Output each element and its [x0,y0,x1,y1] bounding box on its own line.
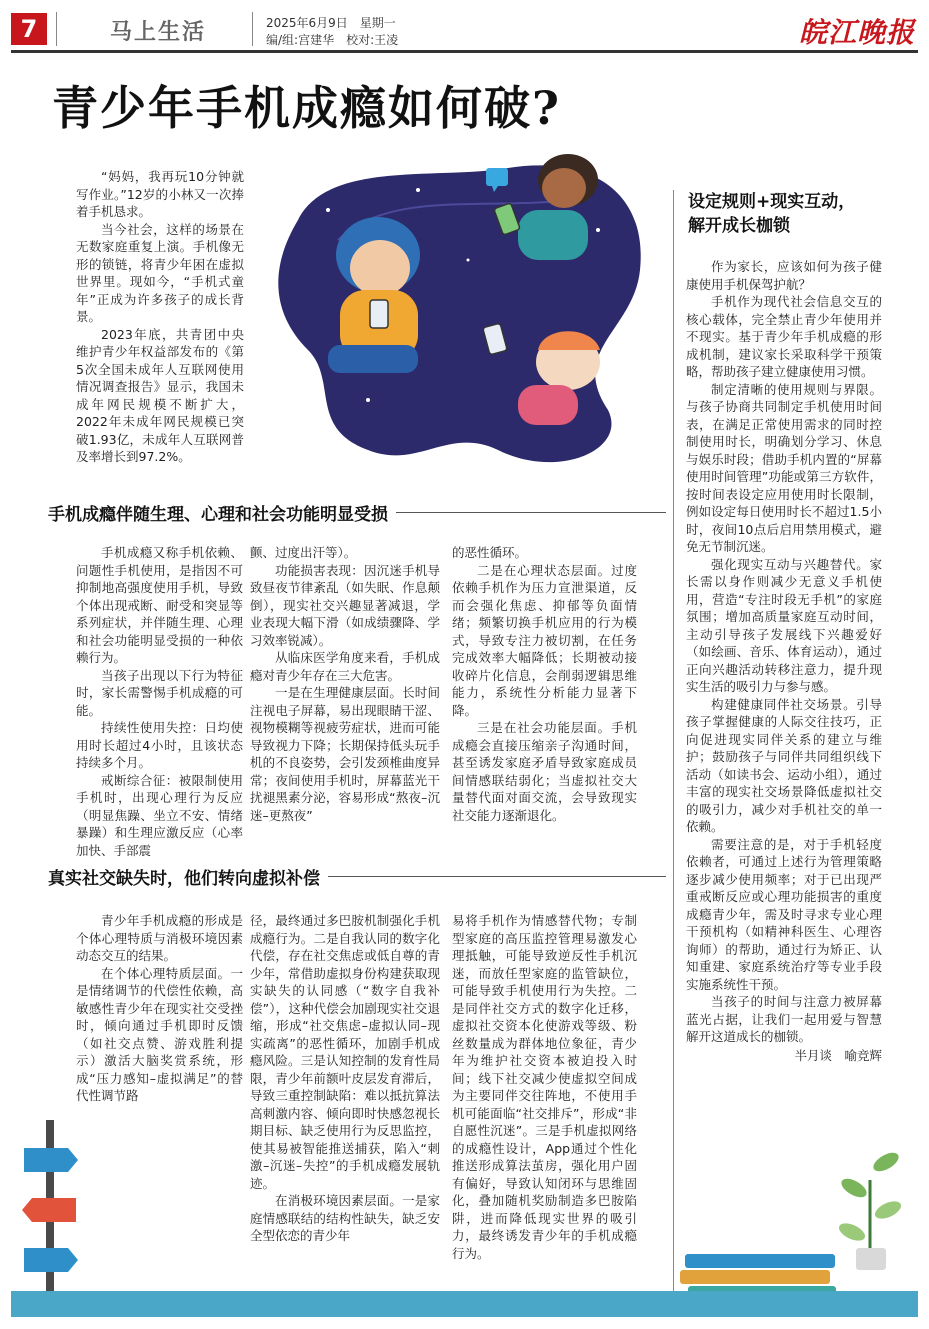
paragraph: 戒断综合征：被限制使用手机时，出现心理行为反应（明显焦躁、坐立不安、情绪暴躁）和生理应激反应（心率加快、手部震 [76,772,243,858]
paragraph: 制定清晰的使用规则与界限。与孩子协商共同制定手机使用时间表，在满足正常使用需求的同时控制使用时长，明确划分学习、休息与娱乐时段；借助手机内置的“屏幕使用时间管理”功能或第三方软件，按时间表设定应用使用时长限制，例如设定每日使用时长不超过1.5小时，夜间10点后启用禁用模式，避免无节制沉迷。 [686,381,882,554]
section-heading-text: 真实社交缺失时，他们转向虚拟补偿 [48,869,320,889]
section-name: 马上生活 [110,20,207,45]
paragraph: 当今社会，这样的场景在无数家庭重复上演。手机像无形的锁链，将青少年困在虚拟世界里。现如今，“手机式童年”正成为许多孩子的成长背景。 [76,221,244,324]
text-column [452,544,637,824]
text-column [452,912,637,1262]
sidebar-heading [688,190,908,238]
text-column [76,544,243,859]
paragraph: 需要注意的是，对于手机轻度依赖者，可通过上述行为管理策略逐步减少使用频率；对于已出现严重戒断反应或心理功能损害的重度成瘾青少年，需及时寻求专业心理干预机构（如精神科医生、心理咨询师）的帮助，通过行为矫正、认知重建、家庭系统治疗等专业手段实施系统性干预。 [686,836,882,992]
text-column [76,912,243,1105]
paragraph: 功能损害表现：因沉迷手机导致昼夜节律紊乱（如失眠、作息颠倒），现实社交兴趣显著减退，学业表现大幅下滑（如成绩骤降、学习效率锐减）。 [250,562,440,648]
issue-date: 2025年6月9日 星期一 [266,16,396,30]
section-heading-text: 手机成瘾伴随生理、心理和社会功能明显受损 [48,505,388,525]
paragraph: 颤、过度出汗等）。 [250,545,357,560]
editor-credits: 编/组:宫建华 校对:王凌 [266,33,399,47]
paragraph: 构建健康同伴社交场景。引导孩子掌握健康的人际交往技巧，正向促进现实同伴关系的建立与维护；鼓励孩子与同伴共同组织线下活动（如读书会、运动小组），通过丰富的现实社交场景降低虚拟社交的吸引力，减少对手机社交的单一依赖。 [686,696,882,834]
paragraph: 持续性使用失控：日均使用时长超过4小时，且该状态持续多个月。 [76,720,243,770]
newspaper-logo: 皖江晚报 [798,16,915,49]
sidebar-heading-line: 解开成长枷锁 [688,216,790,236]
section-heading [48,864,666,889]
headline: 青少年手机成瘾如何破? [52,81,561,135]
paragraph: 的恶性循环。 [452,545,528,560]
text-column [250,544,440,824]
paragraph: 在消极环境因素层面。一是家庭情感联结的结构性缺失，缺乏安全型依恋的青少年 [250,1193,440,1243]
paragraph: 一是在生理健康层面。长时间注视电子屏幕，易出现眼睛干涩、视物模糊等视疲劳症状，进而可能导致视力下降；长期保持低头玩手机的不良姿势，会引发颈椎曲度异常；夜间使用手机时，屏幕蓝光干扰褪黑素分泌，容易形成“熬夜–沉迷–更熬夜” [250,685,440,823]
footer-band [11,1291,918,1317]
sidebar-column [686,258,882,1064]
column-separator [673,190,674,1310]
masthead-divider [56,12,57,46]
masthead-rule [11,50,918,53]
paragraph: 易将手机作为情感替代物；专制型家庭的高压监控管理易激发心理抵触，可能导致逆反性手机沉迷，而放任型家庭的监管缺位，可能导致手机使用行为失控。二是同伴社交方式的数字化迁移，虚拟社交资本化使游戏等级、粉丝数量成为群体地位象征，青少年为维护社交资本被迫投入时间；线下社交减少使虚拟空间成为主要同伴交往阵地，不使用手机可能面临“社交排斥”，形成“非自愿性沉迷”。三是手机虚拟网络的成瘾性设计，App通过个性化推送形成算法茧房，强化用户固有偏好，导致认知闭环与思维固化，叠加随机奖励制造多巴胺陷阱，进而降低现实世界的吸引力，最终诱发青少年的手机成瘾行为。 [452,913,637,1261]
paragraph: 当孩子的时间与注意力被屏幕蓝光占据，让我们一起用爱与智慧解开这道成长的枷锁。 [686,994,882,1044]
signpost-icon [20,1120,80,1310]
paragraph: 手机作为现代社会信息交互的核心载体，完全禁止青少年使用并不现实。基于青少年手机成瘾的形成机制，建议家长采取科学干预策略，帮助孩子建立健康使用习惯。 [686,294,882,379]
byline: 半月谈 喻竞辉 [794,1047,882,1063]
text-column [250,912,440,1245]
paragraph: 二是在心理状态层面。过度依赖手机作为压力宣泄渠道，反而会强化焦虑、抑郁等负面情绪；频繁切换手机应用的行为模式，导致专注力被切割，在任务完成效率大幅降低；长期被动接收碎片化信息，会削弱逻辑思维能力，系统性分析能力显著下降。 [452,562,637,718]
section-heading [48,500,666,525]
paragraph: 在个体心理特质层面。一是情绪调节的代偿性依赖，高敏感性青少年在现实社交受挫时，倾向通过手机即时反馈（如社交点赞、游戏胜利提示）激活大脑奖赏系统，形成“压力感知–虚拟满足”的替代性调节路 [76,965,243,1103]
hero-illustration [268,150,658,475]
masthead-divider [252,12,253,46]
sidebar-heading-line: 设定规则+现实互动， [688,192,856,212]
paragraph: 手机成瘾又称手机依赖、问题性手机使用，是指因不可抑制地高强度使用手机，导致个体出现戒断、耐受和突显等系列症状，并伴随生理、心理和社会功能明显受损的一种依赖行为。 [76,545,243,665]
paragraph: 当孩子出现以下行为特征时，家长需警惕手机成瘾的可能。 [76,667,243,718]
paragraph: 强化现实互动与兴趣替代。家长需以身作则减少无意义手机使用，营造“专注时段无手机”的家庭氛围；增加高质量家庭互动时间，主动引导孩子发展线下兴趣爱好（如绘画、音乐、体育运动），通过正向兴趣活动转移注意力，提升现实生活的吸引力与参与感。 [686,556,882,694]
intro-column [76,168,244,466]
paragraph: 作为家长，应该如何为孩子健康使用手机保驾护航？ [686,259,882,292]
page-number: 7 [11,13,47,45]
paragraph: 三是在社会功能层面。手机成瘾会直接压缩亲子沟通时间，甚至诱发家庭矛盾导致家庭成员间情感联结弱化；当虚拟社交大量替代面对面交流，会导致现实社交能力逐渐退化。 [452,720,637,823]
paragraph: 径，最终通过多巴胺机制强化手机成瘾行为。二是自我认同的数字化代偿，存在社交焦虑或低自尊的青少年，常借助虚拟身份构建获取现实缺失的认同感（“数字自我补偿”），这种代偿会加剧现实社交退缩，形成“社交焦虑–虚拟认同–现实疏离”的恶性循环，加剧手机成瘾风险。三是认知控制的发育性局限，青少年前额叶皮层发育滞后，导致三重控制缺陷：难以抵抗算法高刺激内容、倾向即时快感忽视长期目标、缺乏使用行为反思监控，使其易被智能推送捕获，陷入“刺激–沉迷–失控”的手机成瘾发展轨迹。 [250,913,440,1191]
paragraph: 从临床医学角度来看，手机成瘾对青少年存在三大危害。 [250,650,440,683]
paragraph: 青少年手机成瘾的形成是个体心理特质与消极环境因素动态交互的结果。 [76,913,243,963]
paragraph: “妈妈，我再玩10分钟就写作业。”12岁的小林又一次捧着手机恳求。 [76,169,244,219]
paragraph: 2023年底，共青团中央维护青少年权益部发布的《第5次全国未成年人互联网使用情况调查报告》显示，我国未成年网民规模不断扩大，2022年未成年网民规模已突破1.93亿，未成年人互联网普及率增长到97.2%。 [76,326,244,464]
